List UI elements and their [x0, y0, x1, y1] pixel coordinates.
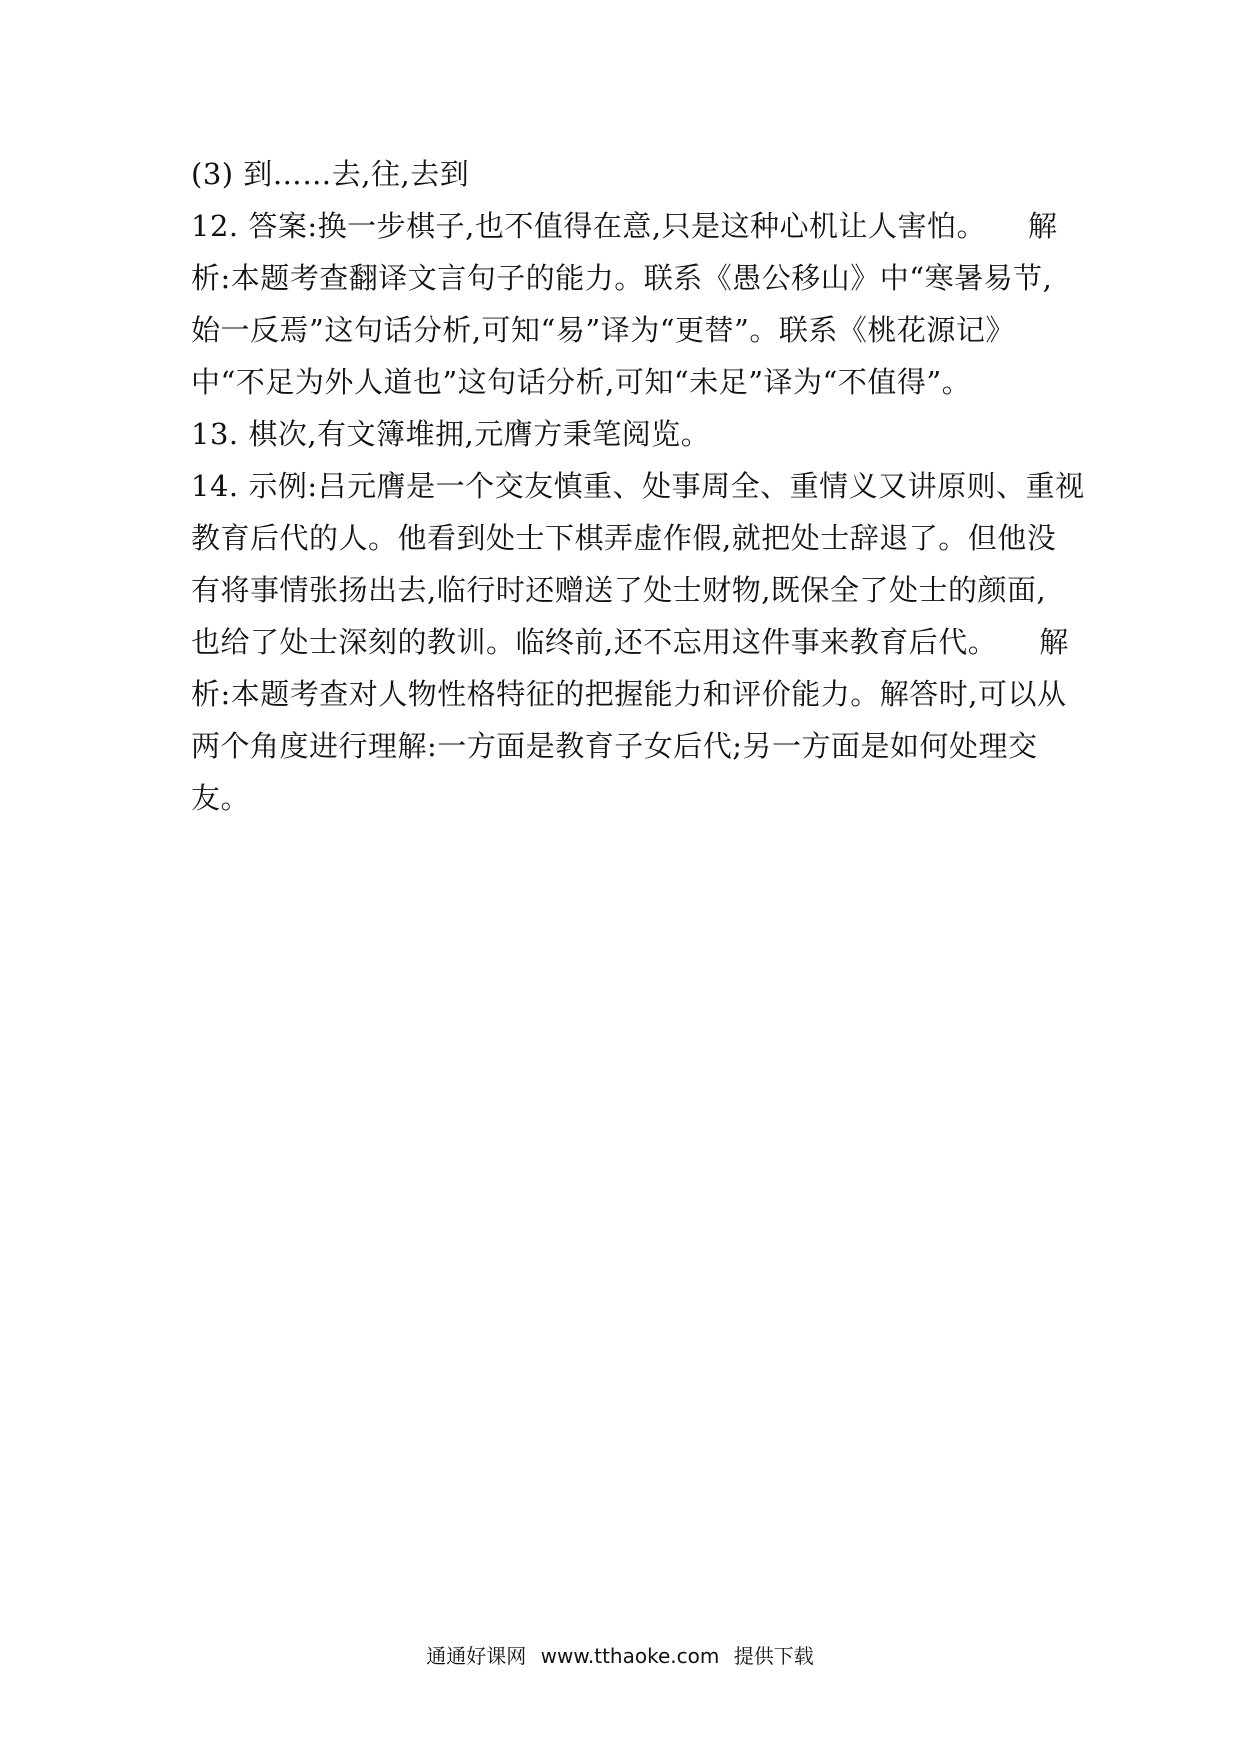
footer-site-name: 通通好课网	[426, 1644, 527, 1668]
answer-line: 13. 棋次,有文簿堆拥,元膺方秉笔阅览。	[191, 417, 711, 451]
answer-line: 友。	[191, 781, 251, 815]
answer-line: (3) 到……去,往,去到	[191, 157, 470, 191]
answer-line: 也给了处士深刻的教训。临终前,还不忘用这件事来教育后代。 解	[191, 625, 1069, 659]
answer-line: 始一反焉”这句话分析,可知“易”译为“更替”。联系《桃花源记》	[191, 313, 1015, 347]
page-footer	[0, 1640, 1240, 1669]
answer-text-block	[191, 148, 1085, 824]
answer-line: 14. 示例:吕元膺是一个交友慎重、处事周全、重情义又讲原则、重视	[191, 469, 1085, 503]
answer-line: 析:本题考查翻译文言句子的能力。联系《愚公移山》中“寒暑易节,	[191, 261, 1053, 295]
answer-line: 析:本题考查对人物性格特征的把握能力和评价能力。解答时,可以从	[191, 677, 1067, 711]
answer-line: 教育后代的人。他看到处士下棋弄虚作假,就把处士辞退了。但他没	[191, 521, 1057, 555]
answer-line: 两个角度进行理解:一方面是教育子女后代;另一方面是如何处理交	[191, 729, 1038, 763]
footer-url-link[interactable]: www.tthaoke.com	[540, 1644, 720, 1668]
answer-line: 有将事情张扬出去,临行时还赠送了处士财物,既保全了处士的颜面,	[191, 573, 1047, 607]
answer-line: 12. 答案:换一步棋子,也不值得在意,只是这种心机让人害怕。 解	[191, 209, 1058, 243]
answer-line: 中“不足为外人道也”这句话分析,可知“未足”译为“不值得”。	[191, 365, 972, 399]
footer-suffix: 提供下载	[733, 1644, 814, 1668]
